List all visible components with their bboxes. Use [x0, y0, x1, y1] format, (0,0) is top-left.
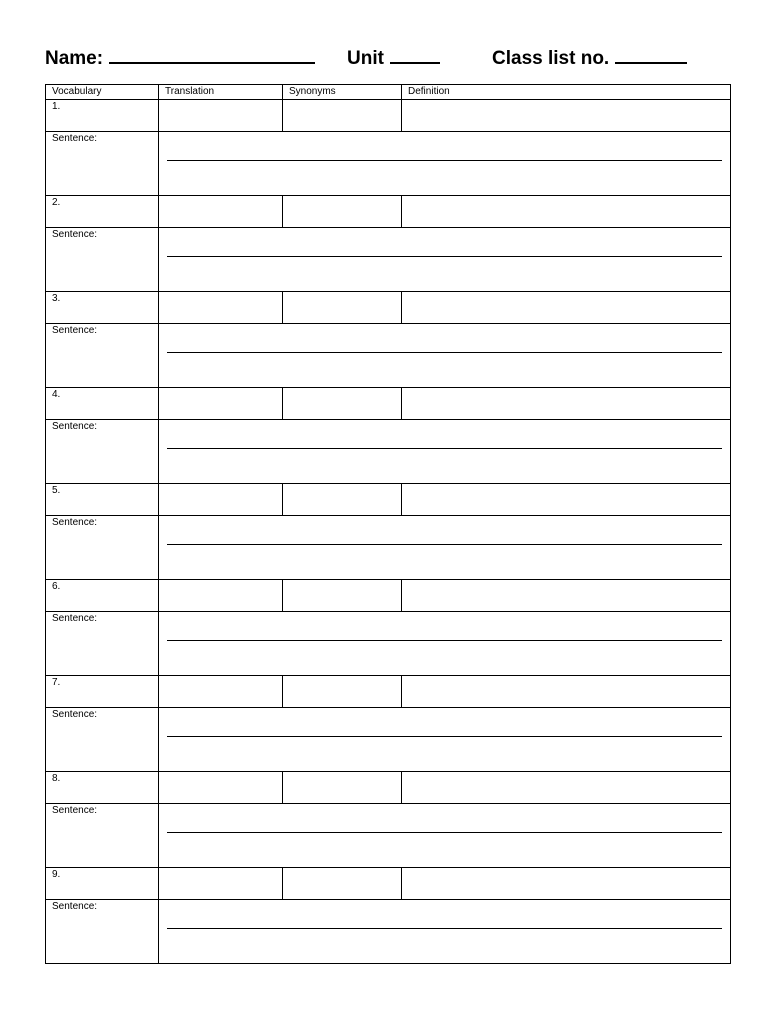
translation-cell[interactable] [159, 484, 283, 516]
vocabulary-cell: 8. [46, 772, 159, 804]
synonyms-cell[interactable] [283, 388, 402, 420]
definition-cell[interactable] [402, 100, 731, 132]
column-header-definition: Definition [402, 85, 731, 100]
column-header-vocabulary: Vocabulary [46, 85, 159, 100]
synonyms-cell[interactable] [283, 580, 402, 612]
sentence-answer-cell[interactable] [159, 804, 731, 868]
sentence-answer-cell[interactable] [159, 612, 731, 676]
writing-line [167, 928, 722, 929]
table-header-row [46, 85, 731, 100]
column-header-synonyms: Synonyms [283, 85, 402, 100]
name-label: Name: [45, 48, 104, 69]
unit-blank[interactable] [390, 46, 440, 64]
sentence-label: Sentence: [46, 324, 159, 388]
sentence-row [46, 228, 731, 292]
sentence-label: Sentence: [46, 708, 159, 772]
sentence-row [46, 324, 731, 388]
definition-cell[interactable] [402, 868, 731, 900]
class-list-blank[interactable] [615, 46, 687, 64]
table-row [46, 484, 731, 516]
table-row [46, 100, 731, 132]
synonyms-cell[interactable] [283, 676, 402, 708]
sentence-row [46, 804, 731, 868]
vocabulary-cell: 5. [46, 484, 159, 516]
vocabulary-cell: 6. [46, 580, 159, 612]
sentence-row [46, 132, 731, 196]
sentence-answer-cell[interactable] [159, 516, 731, 580]
translation-cell[interactable] [159, 580, 283, 612]
definition-cell[interactable] [402, 772, 731, 804]
definition-cell[interactable] [402, 292, 731, 324]
name-field [45, 46, 315, 70]
translation-cell[interactable] [159, 772, 283, 804]
name-blank[interactable] [109, 46, 315, 64]
sentence-answer-cell[interactable] [159, 420, 731, 484]
writing-line [167, 352, 722, 353]
class-list-label: Class list no. [492, 48, 610, 69]
translation-cell[interactable] [159, 868, 283, 900]
sentence-answer-cell[interactable] [159, 132, 731, 196]
definition-cell[interactable] [402, 580, 731, 612]
table-row [46, 196, 731, 228]
definition-cell[interactable] [402, 484, 731, 516]
sentence-answer-cell[interactable] [159, 324, 731, 388]
sentence-answer-cell[interactable] [159, 708, 731, 772]
definition-cell[interactable] [402, 196, 731, 228]
sentence-label: Sentence: [46, 900, 159, 964]
table-row [46, 868, 731, 900]
writing-line [167, 832, 722, 833]
vocabulary-cell: 7. [46, 676, 159, 708]
sentence-label: Sentence: [46, 228, 159, 292]
writing-line [167, 256, 722, 257]
synonyms-cell[interactable] [283, 196, 402, 228]
vocabulary-table-body [46, 100, 731, 964]
sentence-label: Sentence: [46, 516, 159, 580]
synonyms-cell[interactable] [283, 868, 402, 900]
writing-line [167, 640, 722, 641]
vocabulary-cell: 3. [46, 292, 159, 324]
vocabulary-table [45, 84, 731, 964]
sentence-label: Sentence: [46, 132, 159, 196]
table-row [46, 388, 731, 420]
table-row [46, 676, 731, 708]
table-row [46, 772, 731, 804]
synonyms-cell[interactable] [283, 484, 402, 516]
vocabulary-cell: 1. [46, 100, 159, 132]
vocabulary-cell: 4. [46, 388, 159, 420]
sentence-row [46, 516, 731, 580]
table-row [46, 292, 731, 324]
vocabulary-cell: 9. [46, 868, 159, 900]
sentence-label: Sentence: [46, 612, 159, 676]
synonyms-cell[interactable] [283, 100, 402, 132]
writing-line [167, 736, 722, 737]
sentence-row [46, 612, 731, 676]
synonyms-cell[interactable] [283, 292, 402, 324]
worksheet-header [45, 46, 735, 74]
sentence-row [46, 708, 731, 772]
column-header-translation: Translation [159, 85, 283, 100]
sentence-row [46, 420, 731, 484]
translation-cell[interactable] [159, 196, 283, 228]
translation-cell[interactable] [159, 292, 283, 324]
sentence-label: Sentence: [46, 804, 159, 868]
sentence-label: Sentence: [46, 420, 159, 484]
writing-line [167, 448, 722, 449]
synonyms-cell[interactable] [283, 772, 402, 804]
vocabulary-cell: 2. [46, 196, 159, 228]
translation-cell[interactable] [159, 676, 283, 708]
sentence-answer-cell[interactable] [159, 900, 731, 964]
writing-line [167, 544, 722, 545]
translation-cell[interactable] [159, 388, 283, 420]
unit-label: Unit [347, 48, 384, 69]
unit-field [347, 46, 440, 70]
class-list-field [492, 46, 687, 70]
sentence-answer-cell[interactable] [159, 228, 731, 292]
translation-cell[interactable] [159, 100, 283, 132]
sentence-row [46, 900, 731, 964]
writing-line [167, 160, 722, 161]
definition-cell[interactable] [402, 388, 731, 420]
definition-cell[interactable] [402, 676, 731, 708]
table-row [46, 580, 731, 612]
